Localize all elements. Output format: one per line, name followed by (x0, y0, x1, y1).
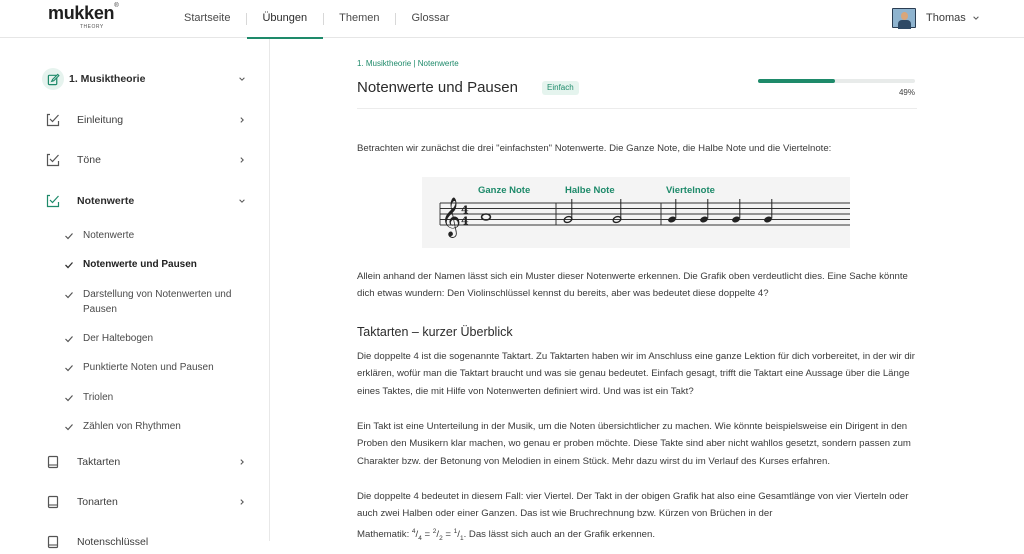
sidebar-item-label: Notenwerte und Pausen (83, 259, 197, 270)
course-sidebar (0, 39, 270, 548)
progress-bar (758, 79, 915, 83)
logo-wordmark: mukken (48, 3, 115, 23)
sidebar-item-zaehlen[interactable] (64, 420, 254, 435)
sidebar-section-label: Notenschlüssel (77, 536, 149, 548)
mukken-logo[interactable] (48, 3, 118, 33)
checklist-icon (46, 194, 60, 208)
logo-registered-mark: ® (114, 3, 119, 9)
paragraph-vier-viertel: Die doppelte 4 bedeutet in diesem Fall: vier Viertel. Der Takt in der obigen Grafik hat also eine Gesamtlänge von vier Vierteln oder auch zwei Halben oder einer Ganzen. Das ist wie Bruchrechnung bzw. Kürzen von Brüchen in der (357, 491, 909, 520)
checklist-icon (46, 153, 60, 167)
sidebar-item-notenwerte-und-pausen[interactable] (64, 258, 254, 273)
chevron-down-icon[interactable] (972, 14, 980, 22)
time-signature-top: 4 (461, 203, 469, 217)
user-menu[interactable] (892, 7, 980, 29)
checklist-icon (46, 113, 60, 127)
sidebar-item-label: Der Haltebogen (83, 333, 154, 344)
chevron-right-icon[interactable] (238, 116, 246, 124)
sidebar-item-label: Notenwerte (83, 230, 135, 241)
check-icon (64, 290, 74, 300)
book-icon (46, 495, 60, 509)
main-nav (168, 0, 465, 38)
sidebar-section-label: Einleitung (77, 114, 124, 126)
page-title: Notenwerte und Pausen (357, 79, 518, 96)
user-name: Thomas (926, 12, 966, 24)
sidebar-item-darstellung[interactable] (64, 288, 254, 317)
difficulty-badge: Einfach (542, 81, 579, 95)
fraction-four-quarters: $^4/_4$ (411, 528, 422, 543)
divider (357, 108, 917, 109)
nav-tab-startseite[interactable]: Startseite (184, 12, 231, 24)
sidebar-section-label: Taktarten (77, 456, 121, 468)
progress-percent: 49% (898, 88, 915, 97)
sidebar-item-punktierte-noten[interactable] (64, 361, 254, 376)
math-suffix: . Das lässt sich auch an der Grafik erkennen. (463, 529, 655, 541)
top-navigation-bar (0, 0, 1024, 38)
check-icon (64, 363, 74, 373)
nav-tab-uebungen[interactable]: Übungen (246, 0, 323, 38)
nav-tab-glossar[interactable]: Glossar (395, 0, 465, 38)
nav-tab-themen[interactable]: Themen (323, 0, 395, 38)
check-icon (64, 422, 74, 432)
sidebar-item-label: Triolen (83, 392, 114, 403)
sidebar-item-label: Punktierte Noten und Pausen (83, 362, 214, 373)
check-icon (64, 231, 74, 241)
avatar[interactable] (892, 8, 916, 28)
book-icon (46, 535, 60, 549)
sidebar-item-triolen[interactable] (64, 391, 254, 406)
paragraph-takt: Ein Takt ist eine Unterteilung in der Musik, um die Noten übersichtlicher zu machen. Wie könnte beispielsweise ein Dirigent in den Proben den Musikern klar machen, wo genau er proben möchte. Diese Takte sind aber nicht wahllos gesetzt, sondern passen zum Charakter bzw. der Betonung von Melodien in einem Stück. Mehr dazu wirst du im Verlauf des Kurses erfahren. (357, 421, 911, 467)
breadcrumb[interactable]: 1. Musiktheorie | Notenwerte (357, 59, 459, 68)
paragraph-muster: Allein anhand der Namen lässt sich ein Muster dieser Notenwerte erkennen. Die Grafik oben verdeutlicht dies. Eine Sache könnte dich etwas wundern: Den Violinschlüssel kennst du bereits, aber was bedeutet diese doppelte 4? (357, 271, 908, 300)
check-icon (64, 393, 74, 403)
chevron-right-icon[interactable] (238, 156, 246, 164)
sidebar-section-label: Notenwerte (77, 195, 135, 207)
label-ganze-note: Ganze Note (478, 185, 531, 196)
math-prefix: Mathematik: (357, 529, 412, 541)
sidebar-item-haltebogen[interactable] (64, 332, 254, 347)
treble-clef-icon: 𝄞 (441, 197, 462, 237)
section-heading-taktarten: Taktarten – kurzer Überblick (357, 325, 513, 339)
chevron-right-icon[interactable] (238, 498, 246, 506)
staff-svg (422, 177, 850, 248)
sidebar-item-notenwerte[interactable] (64, 229, 254, 244)
check-icon (64, 334, 74, 344)
sidebar-section-notenschluessel[interactable] (46, 530, 256, 554)
sidebar-item-label: Darstellung von Notenwerten und Pausen (83, 289, 232, 315)
fraction-two-halves: $^2/_2$ (432, 528, 443, 543)
logo-subtitle: THEORY (80, 24, 104, 30)
time-signature-bottom: 4 (461, 214, 469, 228)
book-icon (46, 455, 60, 469)
edit-icon (42, 68, 64, 90)
chevron-down-icon[interactable] (238, 197, 246, 205)
intro-text: Betrachten wir zunächst die drei "einfachsten" Notenwerte. Die Ganze Note, die Halbe Note und die Viertelnote: (357, 143, 832, 154)
sidebar-section-tonarten[interactable] (46, 490, 256, 514)
check-icon (64, 260, 74, 270)
paragraph-bruchrechnung: Mathematik: $^4/_4 = ^2/_2 = ^1/_1$. Das lässt sich auch an der Grafik erkennen. (357, 528, 655, 543)
progress-bar-fill (758, 79, 835, 83)
sidebar-section-label: Töne (77, 154, 101, 166)
sidebar-section-toene[interactable] (46, 148, 256, 172)
staff-lines (440, 203, 850, 225)
fraction-one-whole: $^1/_1$ (453, 528, 464, 543)
label-viertelnote: Viertelnote (666, 185, 715, 196)
sidebar-section-einleitung[interactable] (46, 108, 256, 132)
sidebar-section-label: Tonarten (77, 496, 118, 508)
paragraph-taktart: Die doppelte 4 ist die sogenannte Taktart. Zu Taktarten haben wir im Anschluss eine ganze Lektion für dich vorbereitet, in der wir dir erklären, wofür man die Taktart braucht und was sie genau bedeutet. Einfach gesagt, trifft die Taktart eine Aussage über die Länge eines Taktes, die mit Hilfe von Notenwerten definiert wird. Und was ist ein Takt? (357, 351, 915, 397)
label-halbe-note: Halbe Note (565, 185, 615, 196)
sidebar-item-label: Zählen von Rhythmen (83, 421, 181, 432)
chevron-right-icon[interactable] (238, 458, 246, 466)
sidebar-section-musiktheorie[interactable] (46, 67, 256, 91)
sidebar-section-taktarten[interactable] (46, 450, 256, 474)
sidebar-section-label: 1. Musiktheorie (69, 73, 146, 85)
sidebar-section-notenwerte[interactable] (46, 189, 256, 213)
notation-graphic (422, 177, 850, 248)
chevron-down-icon[interactable] (238, 75, 246, 83)
